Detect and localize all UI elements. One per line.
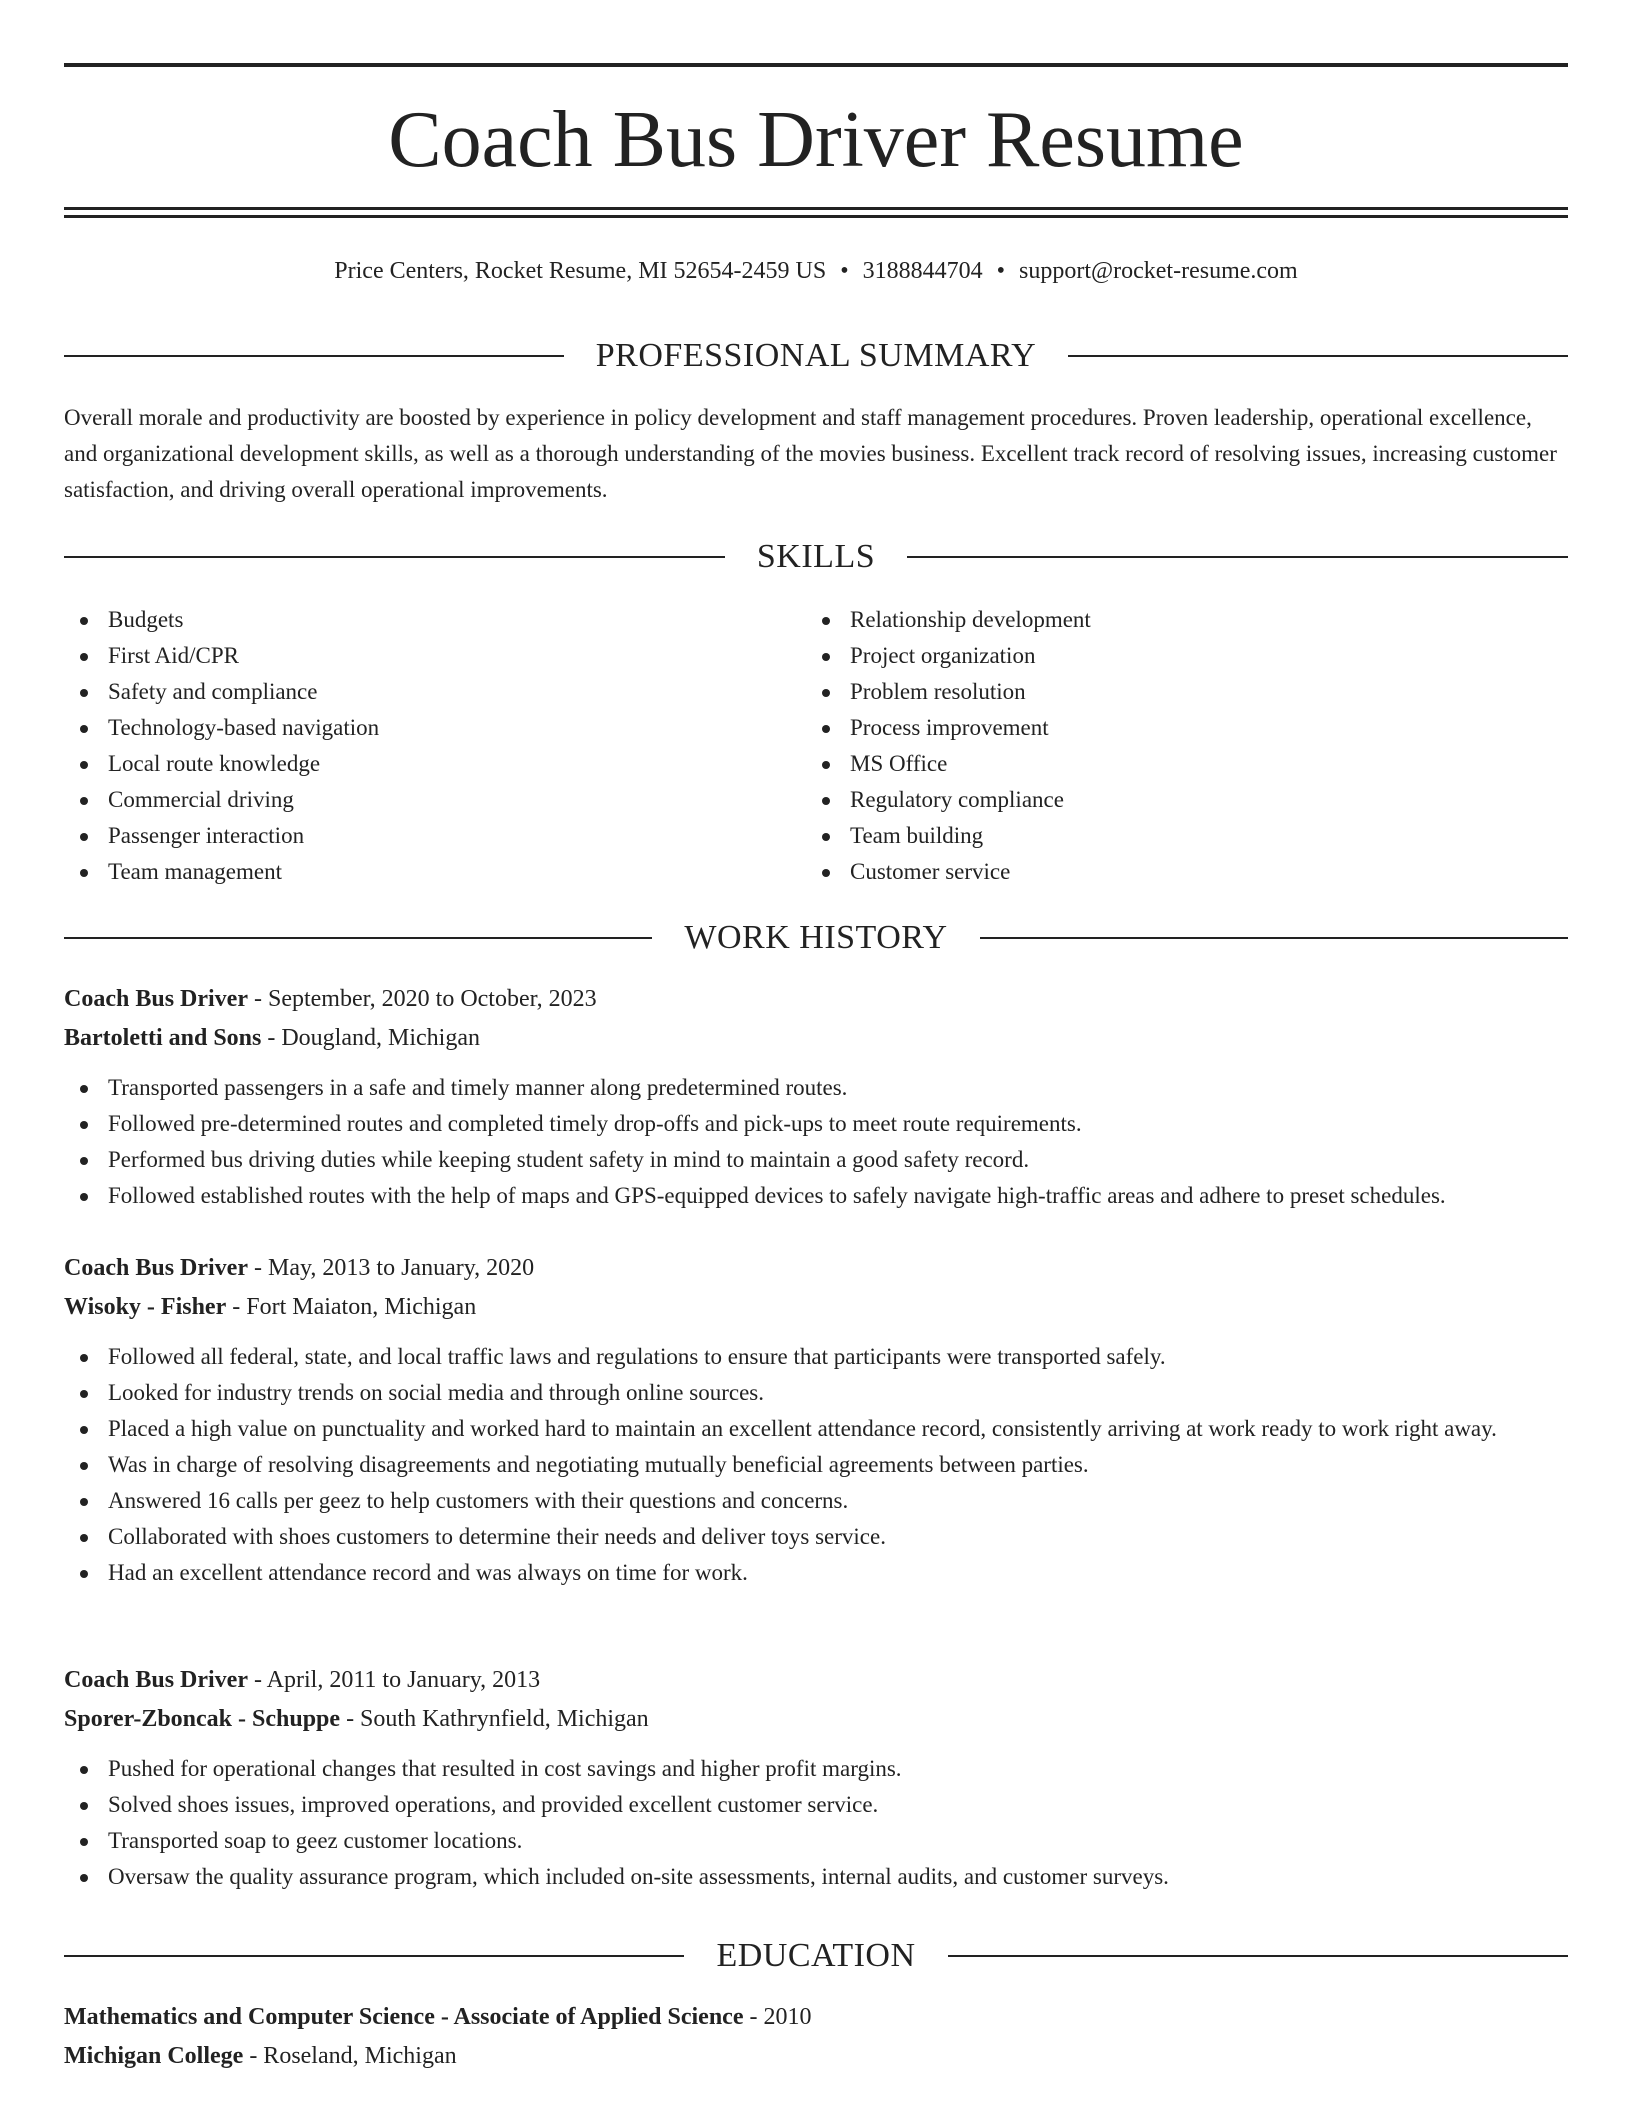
divider	[1068, 355, 1568, 357]
job-title-line	[64, 980, 1568, 1019]
job-duty: Collaborated with shoes customers to determine their needs and deliver toys service.	[64, 1519, 1568, 1555]
section-title: SKILLS	[756, 538, 876, 575]
job-company-line	[64, 1019, 1568, 1058]
skill-item: Team building	[806, 818, 1548, 854]
skill-item: Process improvement	[806, 710, 1548, 746]
skill-item: Project organization	[806, 638, 1548, 674]
skill-item: Passenger interaction	[64, 818, 806, 854]
section-title: EDUCATION	[716, 1937, 916, 1974]
skills-list	[64, 602, 1568, 890]
skills-column-left	[64, 602, 806, 890]
job-location: - Fort Maiaton, Michigan	[226, 1294, 477, 1320]
skills-column-right	[806, 602, 1548, 890]
job-duty: Transported passengers in a safe and timely manner along predetermined routes.	[64, 1070, 1568, 1106]
job-duty: Followed all federal, state, and local traffic laws and regulations to ensure that participants were transported safely.	[64, 1339, 1568, 1375]
job-company-line	[64, 1288, 1568, 1327]
job-duty: Oversaw the quality assurance program, which included on-site assessments, internal audits, and customer surveys.	[64, 1859, 1568, 1895]
education-school: Michigan College	[64, 2043, 244, 2069]
job-entry	[64, 1249, 1568, 1591]
job-duty: Transported soap to geez customer locations.	[64, 1823, 1568, 1859]
skill-item: Budgets	[64, 602, 806, 638]
section-title: PROFESSIONAL SUMMARY	[595, 337, 1037, 374]
section-header-education	[64, 1934, 1568, 1978]
skill-item: Commercial driving	[64, 782, 806, 818]
job-title-line	[64, 1661, 1568, 1700]
education-year: - 2010	[743, 2004, 812, 2030]
contact-line	[64, 254, 1568, 288]
divider	[980, 937, 1568, 939]
job-dates: - September, 2020 to October, 2023	[247, 986, 597, 1012]
job-company-line	[64, 1700, 1568, 1739]
job-duty: Performed bus driving duties while keeping student safety in mind to maintain a good safety record.	[64, 1142, 1568, 1178]
education-location: - Roseland, Michigan	[243, 2043, 457, 2069]
job-dates: - May, 2013 to January, 2020	[247, 1255, 535, 1281]
section-header-summary	[64, 334, 1568, 378]
job-duty: Placed a high value on punctuality and worked hard to maintain an excellent attendance record, consistently arriving at work ready to work right away.	[64, 1411, 1568, 1447]
divider	[64, 355, 564, 357]
skill-item: MS Office	[806, 746, 1548, 782]
education-degree-line	[64, 1998, 1568, 2037]
job-title: Coach Bus Driver	[64, 1667, 248, 1693]
skill-item: Problem resolution	[806, 674, 1548, 710]
education-entry	[64, 1998, 1568, 2076]
contact-separator: •	[840, 258, 849, 284]
top-rule	[64, 63, 1568, 67]
skill-item: Regulatory compliance	[806, 782, 1548, 818]
job-company: Wisoky - Fisher	[64, 1294, 227, 1320]
job-company: Bartoletti and Sons	[64, 1025, 262, 1051]
section-header-work	[64, 916, 1568, 960]
resume-title: Coach Bus Driver Resume	[388, 96, 1244, 184]
skill-item: First Aid/CPR	[64, 638, 806, 674]
divider	[64, 1955, 684, 1957]
job-location: - South Kathrynfield, Michigan	[340, 1706, 649, 1732]
education-school-line	[64, 2037, 1568, 2076]
job-duty: Answered 16 calls per geez to help customers with their questions and concerns.	[64, 1483, 1568, 1519]
job-title: Coach Bus Driver	[64, 986, 248, 1012]
title-rule-upper	[64, 207, 1568, 210]
skill-item: Safety and compliance	[64, 674, 806, 710]
job-title-line	[64, 1249, 1568, 1288]
job-company: Sporer-Zboncak - Schuppe	[64, 1706, 341, 1732]
section-header-skills	[64, 535, 1568, 579]
divider	[64, 556, 725, 558]
contact-separator: •	[996, 258, 1006, 284]
contact-address: Price Centers, Rocket Resume, MI 52654-2459 US	[334, 258, 827, 284]
job-entry	[64, 980, 1568, 1214]
job-duties	[64, 1339, 1568, 1591]
job-dates: - April, 2011 to January, 2013	[247, 1667, 541, 1693]
divider	[907, 556, 1568, 558]
job-duty: Pushed for operational changes that resulted in cost savings and higher profit margins.	[64, 1751, 1568, 1787]
skill-item: Technology-based navigation	[64, 710, 806, 746]
job-duty: Looked for industry trends on social media and through online sources.	[64, 1375, 1568, 1411]
skill-item: Relationship development	[806, 602, 1548, 638]
contact-phone: 3188844704	[862, 258, 983, 284]
skill-item: Customer service	[806, 854, 1548, 890]
summary-text: Overall morale and productivity are boosted by experience in policy development and staff management procedures. Proven leadership, operational excellence, and organizational development skills, as well as a thorough understanding of the movies business. Excellent track record of resolving issues, increasing customer satisfaction, and driving overall operational improvements.	[64, 405, 1557, 502]
divider	[64, 937, 652, 939]
job-duties	[64, 1751, 1568, 1895]
job-duty: Followed pre-determined routes and completed timely drop-offs and pick-ups to meet route requirements.	[64, 1106, 1568, 1142]
job-title: Coach Bus Driver	[64, 1255, 248, 1281]
job-duty: Was in charge of resolving disagreements and negotiating mutually beneficial agreements between parties.	[64, 1447, 1568, 1483]
title-rule-lower	[64, 215, 1568, 218]
divider	[948, 1955, 1568, 1957]
job-duty: Solved shoes issues, improved operations, and provided excellent customer service.	[64, 1787, 1568, 1823]
job-duty: Had an excellent attendance record and was always on time for work.	[64, 1555, 1568, 1591]
job-duties	[64, 1070, 1568, 1214]
skill-item: Team management	[64, 854, 806, 890]
section-title: WORK HISTORY	[684, 919, 948, 956]
job-location: - Dougland, Michigan	[261, 1025, 480, 1051]
job-entry	[64, 1661, 1568, 1895]
education-degree: Mathematics and Computer Science - Associate of Applied Science	[64, 2004, 744, 2030]
contact-email: support@rocket-resume.com	[1019, 258, 1298, 284]
job-duty: Followed established routes with the help of maps and GPS-equipped devices to safely navigate high-traffic areas and adhere to preset schedules.	[64, 1178, 1568, 1214]
skill-item: Local route knowledge	[64, 746, 806, 782]
